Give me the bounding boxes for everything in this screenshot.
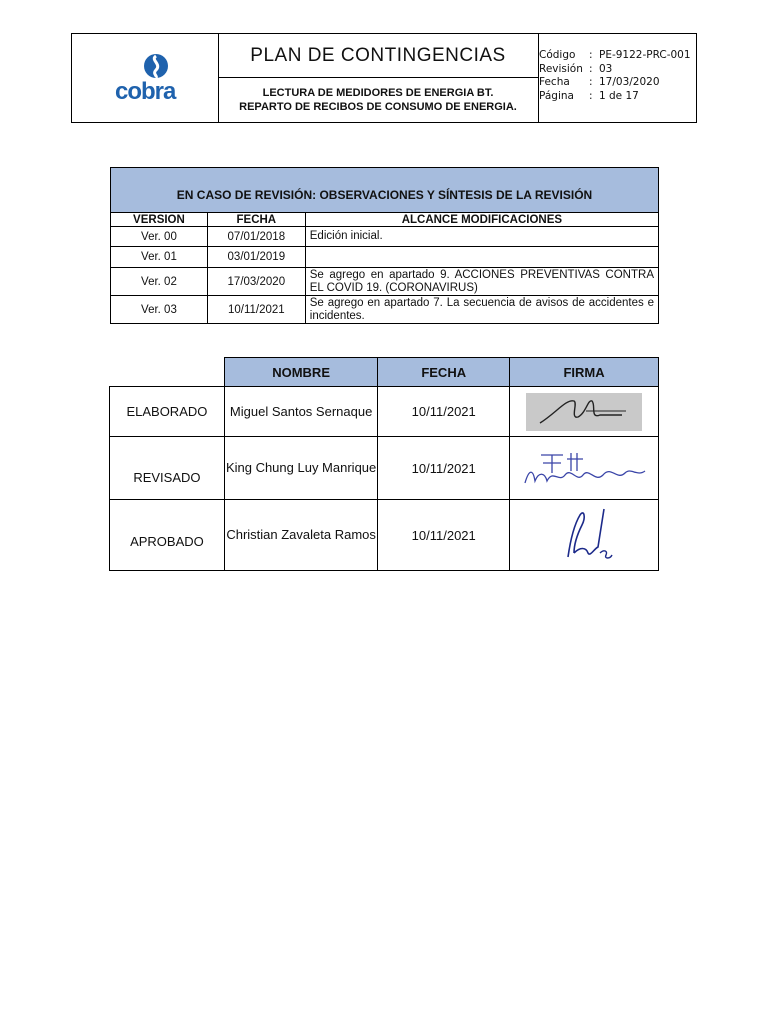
- column-header-version: VERSION: [111, 213, 208, 227]
- signature-icon: [544, 503, 624, 567]
- signer-name: King Chung Luy Manrique: [224, 437, 378, 500]
- table-row: [110, 437, 659, 500]
- logo-text: cobra: [115, 78, 176, 105]
- column-header-fecha-aprob: FECHA: [378, 358, 510, 387]
- cobra-swirl-icon: [112, 48, 182, 82]
- sign-date: 10/11/2021: [378, 437, 510, 500]
- subtitle-line-1: LECTURA DE MEDIDORES DE ENERGIA BT.: [262, 87, 494, 99]
- table-row: Ver. 00 07/01/2018 Edición inicial.: [111, 227, 659, 247]
- column-header-fecha: FECHA: [207, 213, 305, 227]
- subtitle-line-2: REPARTO DE RECIBOS DE CONSUMO DE ENERGIA.: [239, 101, 517, 113]
- column-header-nombre: NOMBRE: [224, 358, 378, 387]
- table-row: Ver. 03 10/11/2021 Se agrego en apartado 7. La secuencia de avisos de accidentes e incidentes.: [111, 296, 659, 324]
- column-header-alcance: ALCANCE MODIFICACIONES: [305, 213, 658, 227]
- revision-table-title: EN CASO DE REVISIÓN: OBSERVACIONES Y SÍNTESIS DE LA REVISIÓN: [111, 168, 659, 213]
- signature-icon: [519, 447, 649, 489]
- document-subtitle: [218, 78, 538, 122]
- revision-table: [110, 167, 659, 324]
- table-row: Ver. 02 17/03/2020 Se agrego en apartado 9. ACCIONES PREVENTIVAS CONTRA EL COVID 19. (CORONAVIRUS): [111, 268, 659, 296]
- role-label: REVISADO: [110, 437, 225, 500]
- table-row: [110, 500, 659, 571]
- meta-row-codigo: Código : PE-9122-PRC-001: [539, 49, 691, 61]
- page-title: PLAN DE CONTINGENCIAS: [218, 34, 538, 78]
- signature-image: [510, 437, 659, 500]
- sign-date: 10/11/2021: [378, 387, 510, 437]
- logo-cell: [72, 34, 219, 122]
- role-label: ELABORADO: [110, 387, 225, 437]
- meta-row-pagina: Página : 1 de 17: [539, 89, 639, 102]
- signature-image: [510, 387, 659, 437]
- signature-icon: [526, 393, 642, 431]
- table-row: Ver. 01 03/01/2019: [111, 247, 659, 268]
- signer-name: Miguel Santos Sernaque: [224, 387, 378, 437]
- signature-image: [510, 500, 659, 571]
- column-header-firma: FIRMA: [510, 358, 659, 387]
- role-label: APROBADO: [110, 500, 225, 571]
- cobra-logo: [112, 48, 182, 108]
- sign-date: 10/11/2021: [378, 500, 510, 571]
- document-meta: [539, 49, 697, 103]
- header-title-cell: [218, 34, 539, 122]
- approvals-table: [109, 357, 659, 571]
- meta-row-fecha: Fecha : 17/03/2020: [539, 76, 660, 88]
- signer-name: Christian Zavaleta Ramos: [224, 500, 378, 571]
- table-row: [110, 387, 659, 437]
- document-header: [71, 33, 697, 123]
- meta-row-revision: Revisión : 03: [539, 62, 613, 75]
